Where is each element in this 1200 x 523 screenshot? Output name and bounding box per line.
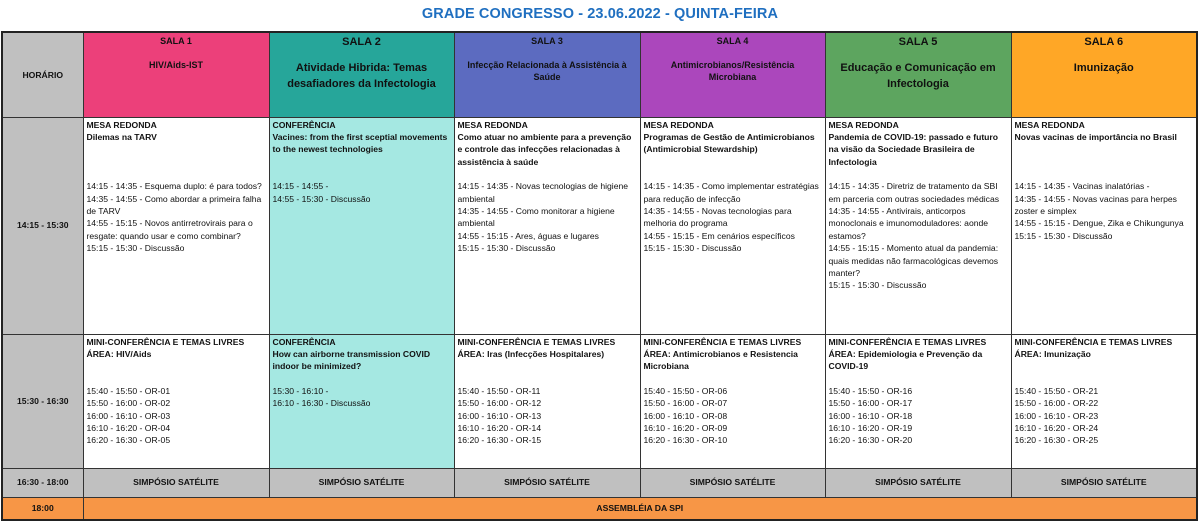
- room-header-6: [1011, 32, 1197, 117]
- symposium-row: [2, 468, 1197, 497]
- schedule-item: 14:55 - 15:15 - Momento atual da pandemia: quais medidas não farmacológicas devemos manter?: [828, 243, 999, 278]
- symposium-cell: SIMPÓSIO SATÉLITE: [825, 468, 1011, 497]
- schedule-item: 14:35 - 14:55 - Como abordar a primeira falha de TARV: [86, 193, 262, 216]
- session-type: MESA REDONDA: [828, 119, 899, 130]
- room-header-5: [825, 32, 1011, 117]
- symposium-cell: SIMPÓSIO SATÉLITE: [1011, 468, 1197, 497]
- session-row: [2, 334, 1197, 468]
- schedule-item: 14:55 - 15:15 - Novos antirretrovirais para o resgate: quando usar e como combinar?: [86, 218, 253, 241]
- session-cell: [1011, 334, 1197, 468]
- session-cell: [83, 334, 269, 468]
- room-theme: HIV/Aids-IST: [148, 60, 203, 71]
- session-type: MINI-CONFERÊNCIA E TEMAS LIVRES: [457, 336, 616, 347]
- schedule-item: 15:50 - 16:00 - OR-02: [86, 398, 171, 409]
- spacer: [829, 168, 1008, 180]
- schedule-item: 15:40 - 15:50 - OR-21: [1014, 385, 1099, 396]
- room-header-2: [269, 32, 454, 117]
- schedule-item: 14:15 - 14:35 - Vacinas inalatórias -: [1014, 181, 1150, 192]
- closing-row: [2, 497, 1197, 520]
- session-cell: [454, 117, 640, 334]
- schedule-item: 14:15 - 14:35 - Diretriz de tratamento da SBI em parceria com outras sociedades médicas: [828, 181, 1000, 204]
- session-cell: [454, 334, 640, 468]
- spacer: [829, 373, 1008, 385]
- page-title: GRADE CONGRESSO - 23.06.2022 - QUINTA-FEIRA: [421, 6, 779, 22]
- header-row: [2, 32, 1197, 117]
- session-type: MESA REDONDA: [643, 119, 714, 130]
- symposium-cell: SIMPÓSIO SATÉLITE: [640, 468, 825, 497]
- session-cell: [269, 334, 454, 468]
- schedule-item: 14:35 - 14:55 - Como monitorar a higiene ambiental: [457, 205, 615, 229]
- session-topic: Programas de Gestão de Antimicrobianos (Antimicrobial Stewardship): [643, 131, 815, 155]
- row-time: 14:15 - 15:30: [2, 117, 83, 334]
- schedule-item: 16:10 - 16:20 - OR-24: [1014, 422, 1099, 433]
- session-cell: [269, 117, 454, 334]
- session-topic: Como atuar no ambiente para a prevenção e controle das infecções relacionadas à assistência à saúde: [457, 131, 632, 167]
- symposium-cell: SIMPÓSIO SATÉLITE: [454, 468, 640, 497]
- session-cell: [1011, 117, 1197, 334]
- spacer: [644, 373, 822, 385]
- schedule-item: 16:00 - 16:10 - OR-08: [643, 410, 728, 421]
- session-topic: Novas vacinas de importância no Brasil: [1014, 131, 1177, 142]
- session-cell: [825, 117, 1011, 334]
- room-theme: Atividade Hibrida: Temas desafiadores da Infectologia: [287, 62, 436, 91]
- room-header-4: [640, 32, 825, 117]
- schedule-item: 14:55 - 15:15 - Ares, águas e lugares: [457, 230, 599, 241]
- closing-time: 18:00: [2, 497, 83, 520]
- schedule-item: 14:15 - 14:35 - Como implementar estratégias para redução de infecção: [643, 181, 819, 204]
- schedule-item: 16:20 - 16:30 - OR-05: [86, 435, 171, 446]
- spacer: [458, 168, 637, 180]
- schedule-item: 16:20 - 16:30 - OR-10: [643, 435, 728, 446]
- spacer: [458, 360, 637, 384]
- session-topic: ÁREA: Iras (Infecções Hospitalares): [457, 348, 605, 359]
- session-type: CONFERÊNCIA: [272, 119, 336, 130]
- session-topic: Vacines: from the first sceptial movements to the newest technologies: [272, 131, 448, 155]
- schedule-item: 14:55 - 15:15 - Dengue, Zika e Chikungunya: [1014, 218, 1184, 229]
- spacer: [87, 143, 266, 180]
- room-theme: Educação e Comunicação em Infectologia: [840, 62, 996, 91]
- room-header-1: [83, 32, 269, 117]
- session-type: MESA REDONDA: [457, 119, 528, 130]
- symposium-cell: SIMPÓSIO SATÉLITE: [83, 468, 269, 497]
- session-cell: [83, 117, 269, 334]
- schedule-item: 16:00 - 16:10 - OR-18: [828, 410, 913, 421]
- time-column-header: HORÁRIO: [2, 32, 83, 117]
- room-name: SALA 5: [898, 36, 938, 48]
- room-name: SALA 3: [531, 36, 563, 46]
- session-type: MESA REDONDA: [86, 119, 157, 130]
- schedule-item: 15:50 - 16:00 - OR-07: [643, 398, 728, 409]
- schedule-item: 15:15 - 15:30 - Discussão: [457, 243, 556, 254]
- schedule-item: 15:15 - 15:30 - Discussão: [1014, 230, 1113, 241]
- schedule-item: 14:15 - 14:55 -: [272, 181, 329, 192]
- schedule-item: 14:35 - 14:55 - Antivirais, anticorpos monoclonais e imunomoduladores: aonde estamos?: [828, 205, 989, 241]
- session-topic: ÁREA: Antimicrobianos e Resistencia Microbiana: [643, 348, 798, 372]
- schedule-item: 15:50 - 16:00 - OR-17: [828, 398, 913, 409]
- schedule-item: 16:10 - 16:20 - OR-14: [457, 422, 542, 433]
- schedule-item: 14:55 - 15:15 - Em cenários específicos: [643, 230, 795, 241]
- schedule-item: 15:40 - 15:50 - OR-01: [86, 385, 171, 396]
- schedule-item: 15:50 - 16:00 - OR-12: [457, 398, 542, 409]
- schedule-item: 15:40 - 15:50 - OR-06: [643, 385, 728, 396]
- spacer: [1015, 360, 1194, 384]
- session-cell: [640, 117, 825, 334]
- schedule-grid: [1, 31, 1198, 521]
- session-type: MINI-CONFERÊNCIA E TEMAS LIVRES: [86, 336, 245, 347]
- spacer: [87, 360, 266, 384]
- session-type: MINI-CONFERÊNCIA E TEMAS LIVRES: [828, 336, 987, 347]
- schedule-item: 16:10 - 16:30 - Discussão: [272, 398, 371, 409]
- spacer: [1015, 143, 1194, 180]
- symposium-cell: SIMPÓSIO SATÉLITE: [269, 468, 454, 497]
- session-cell: [640, 334, 825, 468]
- room-name: SALA 2: [342, 36, 381, 48]
- schedule-item: 16:20 - 16:30 - OR-20: [828, 435, 913, 446]
- room-theme: Antimicrobianos/Resistência Microbiana: [670, 60, 795, 83]
- session-topic: Pandemia de COVID-19: passado e futuro na visão da Sociedade Brasileira de Infectologia: [828, 131, 999, 167]
- schedule-item: 16:00 - 16:10 - OR-23: [1014, 410, 1099, 421]
- schedule-item: 16:00 - 16:10 - OR-13: [457, 410, 542, 421]
- session-type: MINI-CONFERÊNCIA E TEMAS LIVRES: [1014, 336, 1173, 347]
- session-topic: ÁREA: HIV/Aids: [86, 348, 152, 359]
- session-topic: ÁREA: Epidemiologia e Prevenção da COVID-19: [828, 348, 983, 372]
- session-row: [2, 117, 1197, 334]
- session-cell: [825, 334, 1011, 468]
- room-theme: Infecção Relacionada à Assistência à Saúde: [467, 60, 627, 83]
- schedule-item: 16:00 - 16:10 - OR-03: [86, 410, 171, 421]
- room-name: SALA 1: [160, 36, 192, 46]
- spacer: [273, 156, 451, 180]
- room-theme: Imunização: [1073, 62, 1134, 75]
- schedule-item: 15:50 - 16:00 - OR-22: [1014, 398, 1099, 409]
- schedule-item: 14:35 - 14:55 - Novas vacinas para herpes zoster e simplex: [1014, 193, 1177, 216]
- schedule-item: 14:15 - 14:35 - Esquema duplo: é para todos?: [86, 181, 262, 192]
- room-name: SALA 4: [716, 36, 749, 46]
- row-time: 16:30 - 18:00: [2, 468, 83, 497]
- schedule-item: 14:55 - 15:30 - Discussão: [272, 193, 371, 204]
- schedule-item: 15:15 - 15:30 - Discussão: [643, 243, 742, 254]
- session-topic: Dilemas na TARV: [86, 131, 157, 142]
- closing-event: ASSEMBLÉIA DA SPI: [83, 497, 1197, 520]
- session-topic: ÁREA: Imunização: [1014, 348, 1091, 359]
- schedule-item: 16:10 - 16:20 - OR-09: [643, 422, 728, 433]
- session-type: MESA REDONDA: [1014, 119, 1085, 130]
- row-time: 15:30 - 16:30: [2, 334, 83, 468]
- schedule-item: 15:40 - 15:50 - OR-11: [457, 385, 541, 396]
- spacer: [644, 156, 822, 180]
- session-type: CONFERÊNCIA: [272, 336, 336, 347]
- schedule-item: 16:20 - 16:30 - OR-15: [457, 435, 542, 446]
- room-name: SALA 6: [1084, 36, 1124, 48]
- schedule-item: 14:35 - 14:55 - Novas tecnologias para melhoria do programa: [643, 205, 792, 229]
- schedule-item: 15:15 - 15:30 - Discussão: [86, 243, 185, 254]
- schedule-item: 15:15 - 15:30 - Discussão: [828, 280, 927, 291]
- spacer: [273, 373, 451, 385]
- session-type: MINI-CONFERÊNCIA E TEMAS LIVRES: [643, 336, 802, 347]
- session-topic: How can airborne transmission COVID indoor be minimized?: [272, 348, 431, 372]
- schedule-item: 16:20 - 16:30 - OR-25: [1014, 435, 1099, 446]
- schedule-item: 15:30 - 16:10 -: [272, 385, 329, 396]
- schedule-item: 15:40 - 15:50 - OR-16: [828, 385, 913, 396]
- room-header-3: [454, 32, 640, 117]
- schedule-item: 16:10 - 16:20 - OR-04: [86, 422, 171, 433]
- schedule-item: 14:15 - 14:35 - Novas tecnologias de higiene ambiental: [457, 181, 629, 204]
- schedule-item: 16:10 - 16:20 - OR-19: [828, 422, 913, 433]
